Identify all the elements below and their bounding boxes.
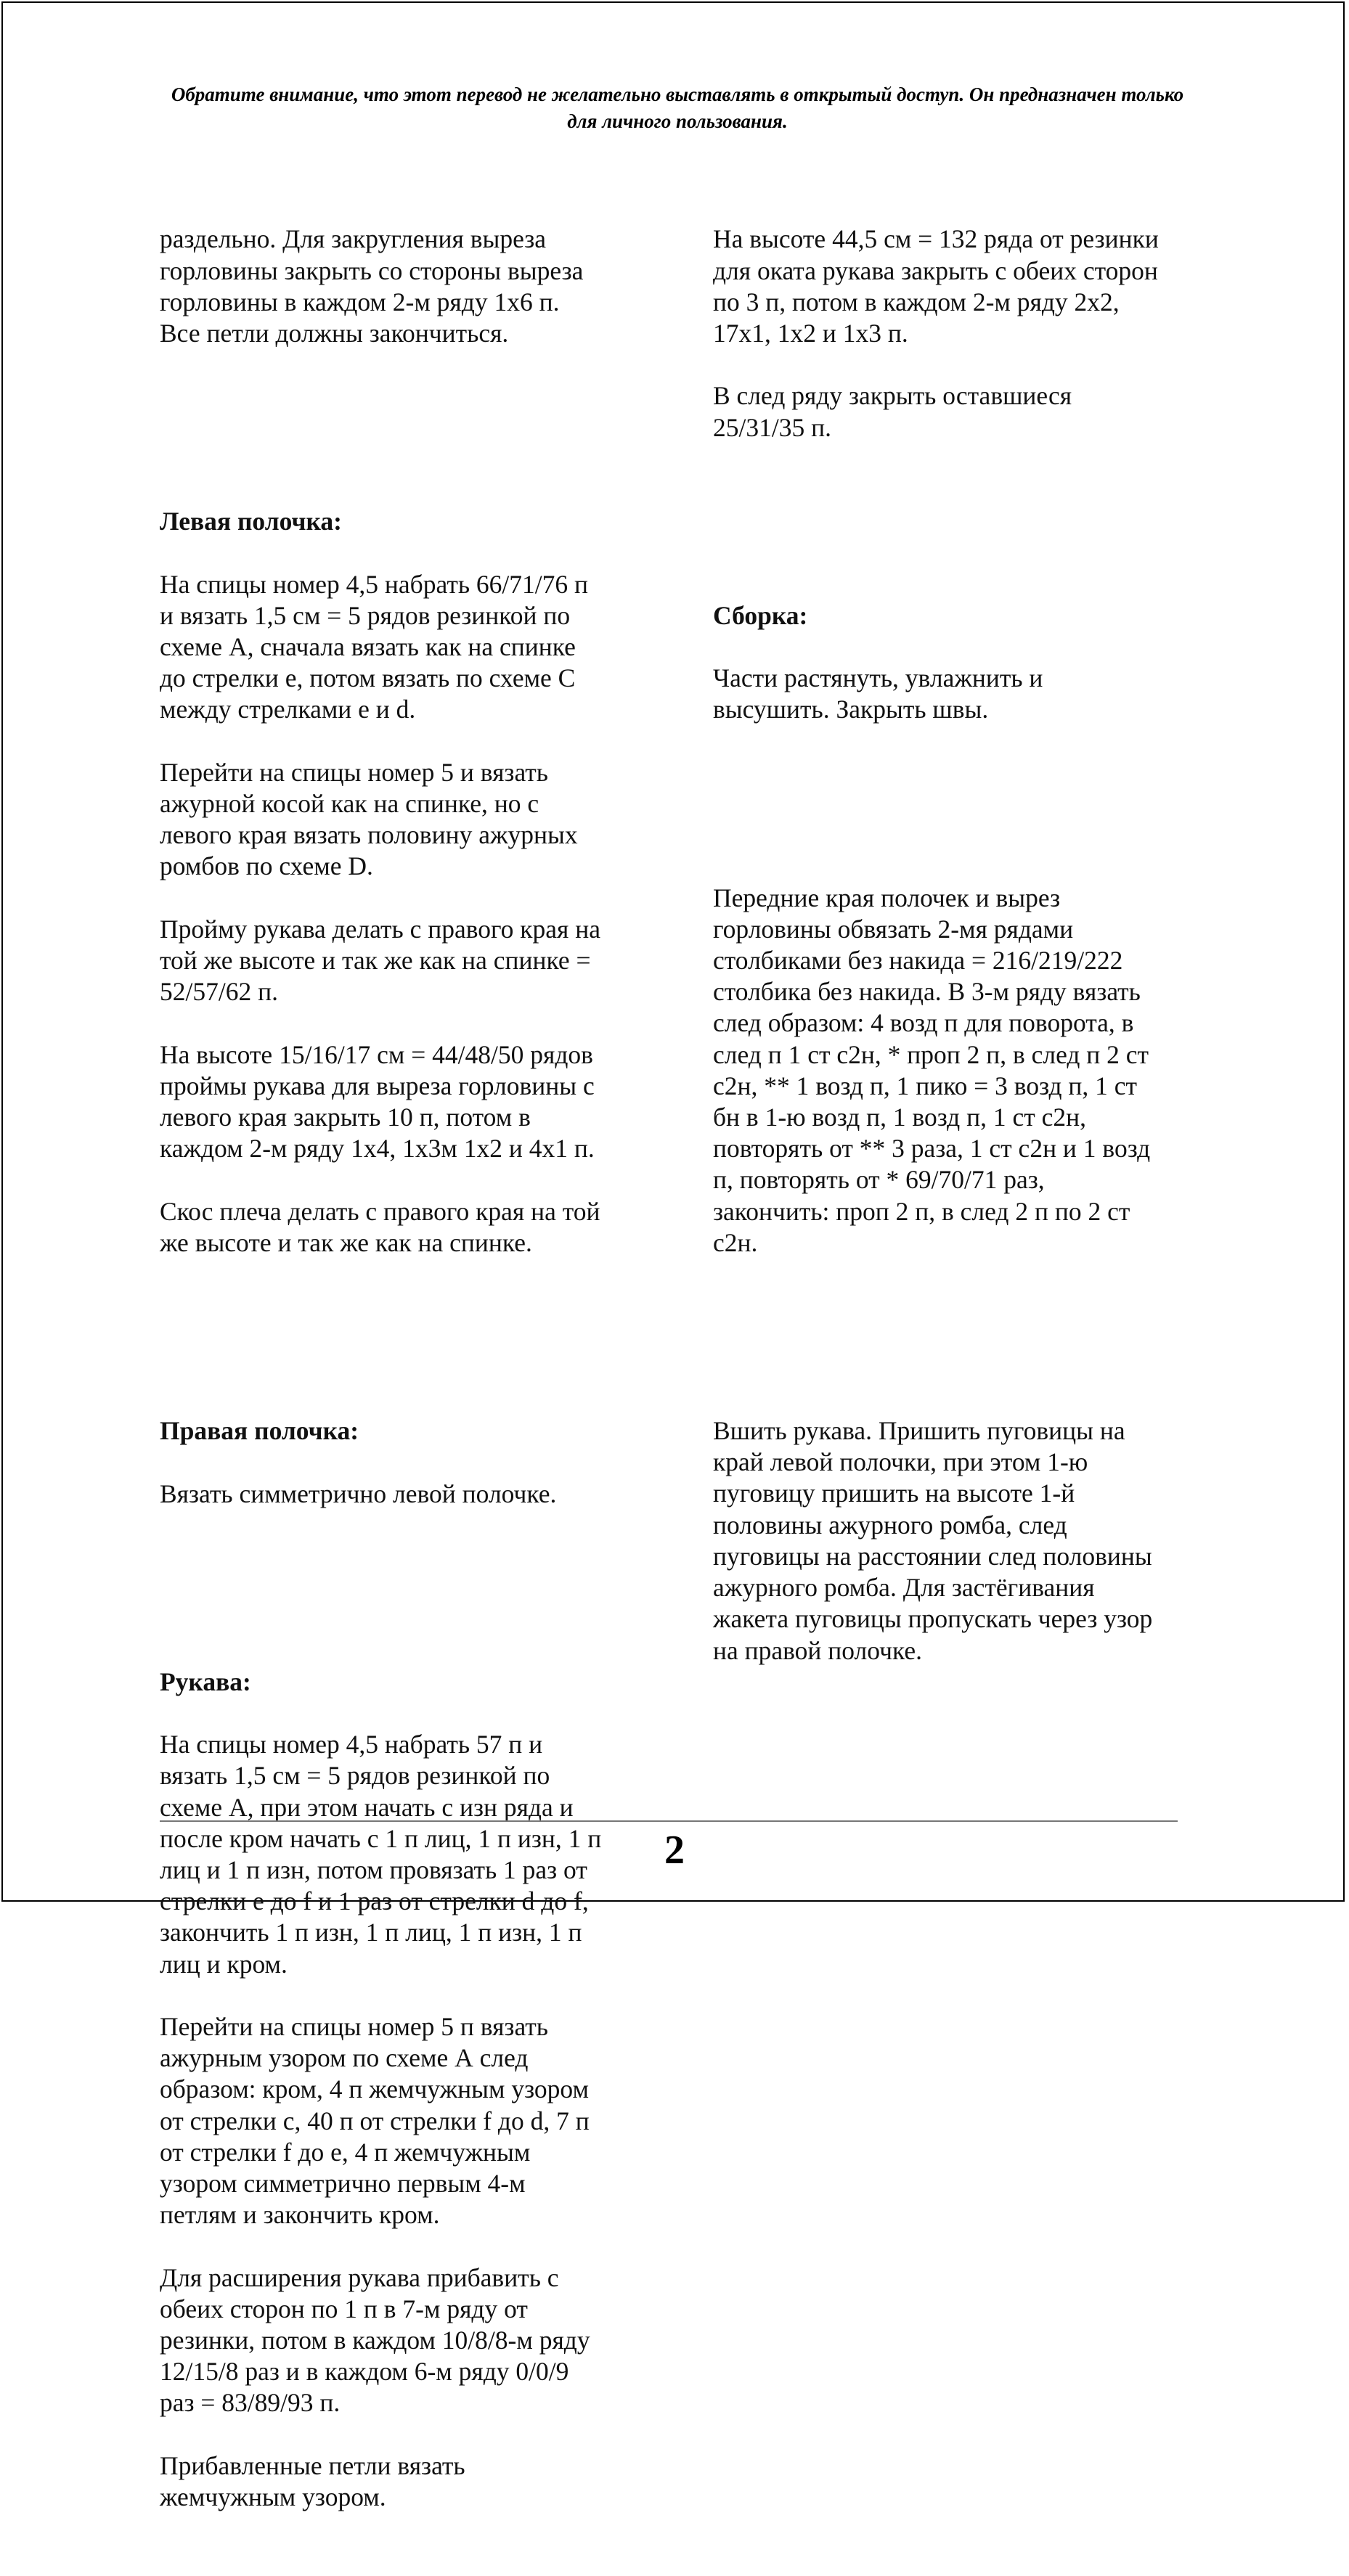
edging-paragraph: Передние края полочек и вырез горловины обвязать 2-мя рядами столбиками без накида = 216/219/222 столбика без накида. В 3-м ряду вязать след образом: 4 возд п для поворота, в след п 1 ст с2н, * проп 2 п, в след п 2 ст с2н, ** 1 возд п, 1 пико = 3 возд п, 1 ст бн в 1-ю возд п, 1 возд п, 1 ст с2н, повторять от ** 3 раза, 1 ст с2н и 1 возд п, повторять от * 69/70/71 раз, закончить: проп 2 п, в след 2 п по 2 ст с2н.: [713, 883, 1151, 1257]
intro-block: [160, 192, 668, 380]
sleeves-paragraph: Для расширения рукава прибавить с обеих сторон по 1 п в 7-м ряду от резинки, потом в каждом 10/8/8-м ряду 12/15/8 раз и в каждом 6-м ряду 0/0/9 раз = 83/89/93 п.: [160, 2262, 590, 2418]
left-front-paragraph: На спицы номер 4,5 набрать 66/71/76 п и вязать 1,5 см = 5 рядов резинкой по схеме А, сначала вязать как на спинке до стрелки е, потом вязать по схеме С между стрелками е и d.: [160, 569, 588, 724]
assembly-heading: Сборка:: [713, 600, 808, 630]
left-front-section: [160, 475, 668, 1290]
edging-section: [713, 851, 1221, 1290]
left-front-paragraph: Скос плеча делать с правого края на той же высоте и так же как на спинке.: [160, 1196, 600, 1257]
intro-paragraph: раздельно. Для закругления выреза горловины закрыть со стороны выреза горловины в каждом 2-м ряду 1х6 п. Все петли должны закончиться.: [160, 224, 584, 348]
assembly-paragraph: Части растянуть, увлажнить и высушить. Закрыть швы.: [713, 663, 1043, 724]
sleeves-section: [160, 1635, 668, 2545]
footer-divider: [160, 1820, 1178, 1822]
right-column: [713, 161, 1221, 1729]
sleeve-cap-paragraph: В след ряду закрыть оставшиеся 25/31/35 п.: [713, 381, 1072, 442]
header-notice: Обратите внимание, что этот перевод не желательно выставлять в открытый доступ. Он предназначен только для личного пользования.: [171, 83, 1184, 132]
sleeve-cap-paragraph: На высоте 44,5 см = 132 ряда от резинки для оката рукава закрыть с обеих сторон по 3 п, потом в каждом 2-м ряду 2х2, 17х1, 1х2 и 1х3 п.: [713, 224, 1159, 348]
sleeve-cap-section: [713, 192, 1221, 475]
left-front-paragraph: Пройму рукава делать с правого края на той же высоте и так же как на спинке = 52/57/62 п.: [160, 914, 601, 1007]
left-front-heading: Левая полочка:: [160, 507, 342, 536]
finishing-paragraph: Вшить рукава. Пришить пуговицы на край левой полочки, при этом 1-ю пуговицу пришить на высоте 1-й половины ажурного ромба, след пуговицы на расстоянии след половины ажурного ромба. Для застёгивания жакета пуговицы пропускать через узор на правой полочке.: [713, 1416, 1153, 1665]
left-column: [160, 161, 668, 2576]
right-front-heading: Правая полочка:: [160, 1416, 359, 1446]
right-front-section: [160, 1384, 668, 1541]
sleeves-heading: Рукава:: [160, 1667, 251, 1696]
sleeves-paragraph: Перейти на спицы номер 5 п вязать ажурным узором по схеме А след образом: кром, 4 п жемчужным узором от стрелки с, 40 п от стрелки f до d, 7 п от стрелки f до е, 4 п жемчужным узором симметрично первым 4-м петлям и закончить кром.: [160, 2011, 590, 2230]
left-front-paragraph: На высоте 15/16/17 см = 44/48/50 рядов проймы рукава для выреза горловины с левого края закрыть 10 п, потом в каждом 2-м ряду 1х4, 1х3м 1х2 и 4х1 п.: [160, 1039, 595, 1164]
left-front-paragraph: Перейти на спицы номер 5 и вязать ажурной косой как на спинке, но с левого края вязать половину ажурных ромбов по схеме D.: [160, 757, 578, 881]
page-number: 2: [664, 1828, 685, 1873]
sleeves-paragraph: На спицы номер 4,5 набрать 57 п и вязать 1,5 см = 5 рядов резинкой по схеме А, при этом начать с изн ряда и после кром начать с 1 п лиц, 1 п изн, 1 п лиц и 1 п изн, потом провязать 1 раз от стрелки е до f и 1 раз от стрелки d до f, закончить 1 п изн, 1 п лиц, 1 п изн, 1 п лиц и кром.: [160, 1730, 602, 1979]
finishing-section: [713, 1384, 1221, 1698]
right-front-paragraph: Вязать симметрично левой полочке.: [160, 1479, 557, 1508]
assembly-section: [713, 569, 1221, 757]
sleeves-paragraph: Прибавленные петли вязать жемчужным узором.: [160, 2450, 465, 2511]
